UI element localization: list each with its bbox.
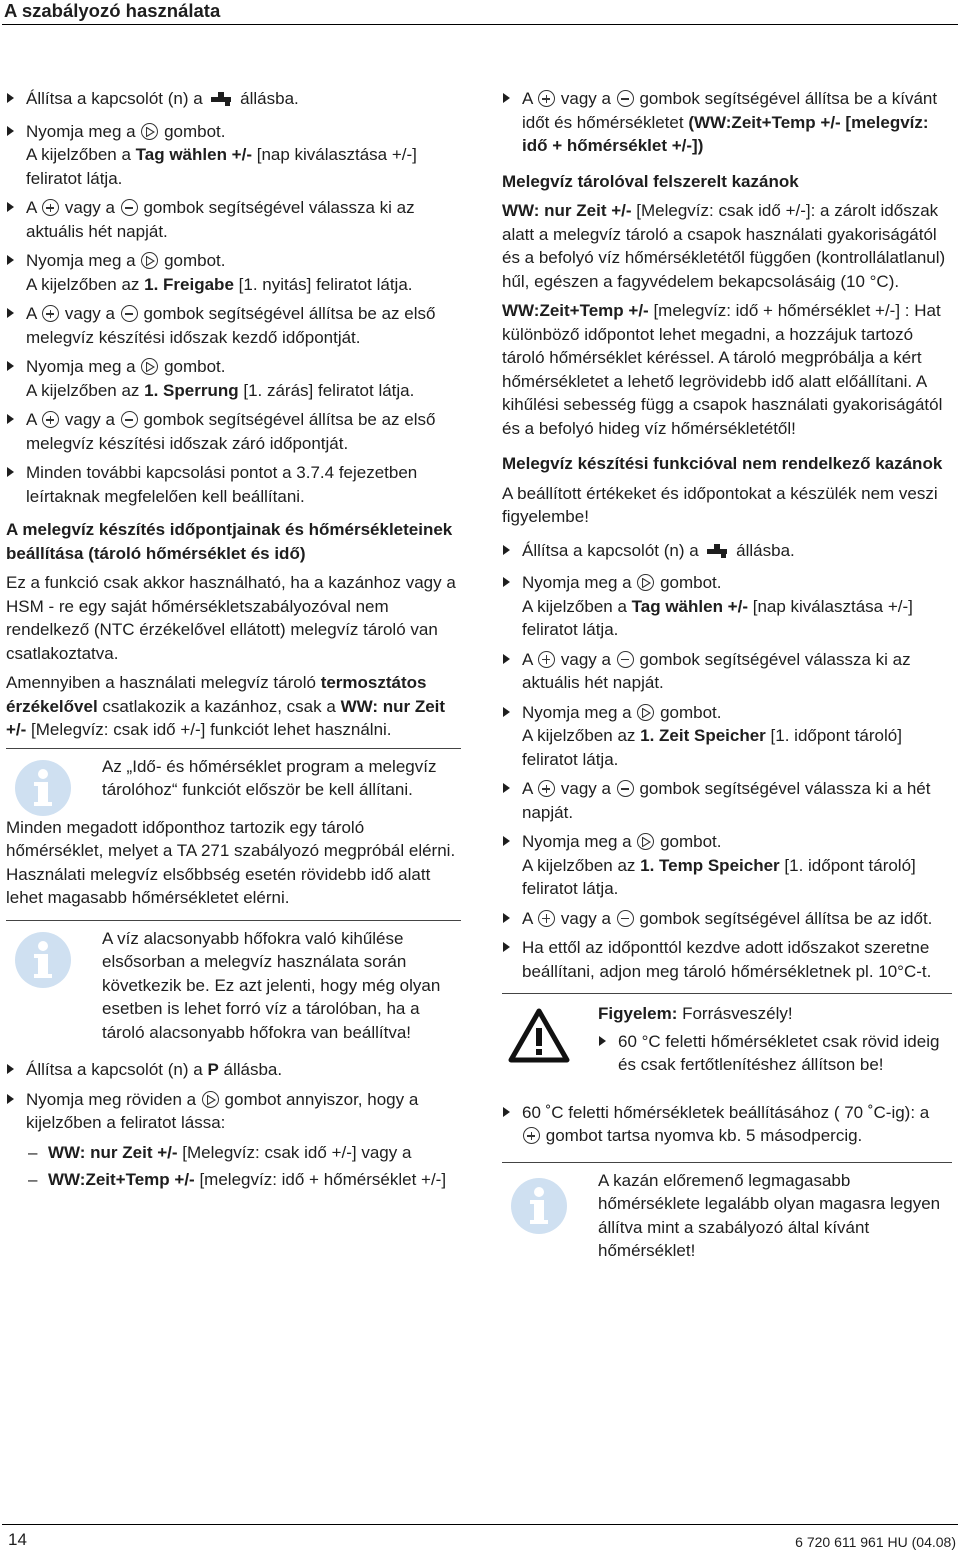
- bullet-triangle-icon: [503, 942, 510, 952]
- minus-button-icon: [617, 90, 634, 107]
- bullet-triangle-icon: [599, 1036, 606, 1046]
- plus-button-icon: [523, 1127, 540, 1144]
- list-item: Nyomja meg a gombot. A kijelzőben a Tag wählen +/- [nap kiválasztása +/-] feliratot látja.: [502, 571, 952, 642]
- info-note: Az „Idő- és hőmérséklet program a melegvíz tárolóhoz“ funkciót először be kell állítani.: [6, 748, 461, 808]
- play-button-icon: [637, 833, 654, 850]
- list-item: A vagy a gombok segítségével válassza ki az aktuális hét napját.: [6, 196, 461, 243]
- info-note: A víz alacsonyabb hőfokra való kihűlése elsősorban a melegvíz használata során következik be. Ez azt jelenti, hogy még olyan esetben is lehet forró víz a tárolóban, ha a tároló alacsonyabb hőfokra van beállítva!: [6, 920, 461, 1051]
- play-button-icon: [202, 1091, 219, 1108]
- paragraph: WW: nur Zeit +/- [Melegvíz: csak idő +/-]: a zárolt időszak alatt a melegvíz tároló a csapok használati gyakoriságától és a befolyó víz hőmérsékletétől függően (kontrollálatlanul) hűl, egészen a fagyvédelem bekapcsolásáig (10 °C).: [502, 201, 946, 291]
- list-item: A vagy a gombok segítségével válassza ki az aktuális hét napját.: [502, 648, 952, 695]
- right-column: [502, 87, 952, 1277]
- minus-button-icon: [121, 199, 138, 216]
- bullet-triangle-icon: [503, 93, 510, 103]
- bullet-triangle-icon: [7, 255, 14, 265]
- bullet-triangle-icon: [7, 467, 14, 477]
- left-column: [6, 87, 461, 1196]
- play-button-icon: [637, 574, 654, 591]
- paragraph: WW:Zeit+Temp +/- [melegvíz: idő + hőmérséklet +/-] : Hat különböző időpontot lehet megadni, a hozzájuk tartozó tároló hőmérséklet kéréssel. A tároló megpróbálja a kért hőmérsékletet a lehető legrövidebb idő alatt előállítani. A kihűlési sebesség függ a csapok használati gyakoriságától és a befolyó hideg víz hőmérsékletétől!: [502, 301, 943, 438]
- list-item: 60 ˚C feletti hőmérsékletek beállításához ( 70 ˚C-ig): a gombot tartsa nyomva kb. 5 másodpercig.: [502, 1101, 952, 1148]
- bullet-triangle-icon: [7, 414, 14, 424]
- section-heading: Melegvíz készítési funkcióval nem rendelkező kazánok: [502, 454, 943, 473]
- list-item: Állítsa a kapcsolót (n) a P állásba.: [6, 1058, 461, 1082]
- footer-rule: [2, 1524, 958, 1525]
- faucet-icon: [705, 542, 729, 566]
- info-icon: [14, 931, 72, 989]
- warning-icon: [508, 1008, 570, 1064]
- list-item: A vagy a gombok segítségével állítsa be a kívánt időt és hőmérsékletet (WW:Zeit+Temp +/- [melegvíz: idő + hőmérséklet +/-]): [502, 87, 952, 158]
- list-item: Nyomja meg röviden a gombot annyiszor, hogy a kijelzőben a feliratot lássa:: [6, 1088, 461, 1135]
- plus-button-icon: [42, 411, 59, 428]
- bullet-triangle-icon: [503, 783, 510, 793]
- info-note: A kazán előremenő legmagasabb hőmérséklete legalább olyan magasra legyen állítva mint a szabályozó által kívánt hőmérséklet!: [502, 1162, 952, 1269]
- plus-button-icon: [42, 199, 59, 216]
- section-heading: A melegvíz készítés időpontjainak és hőmérsékleteinek beállítása (tároló hőmérséklet és idő): [6, 520, 453, 563]
- warning-box: [502, 993, 952, 1089]
- header-rule: [2, 24, 958, 25]
- minus-button-icon: [617, 651, 634, 668]
- list-item: A vagy a gombok segítségével állítsa be az első melegvíz készítési időszak záró időpontját.: [6, 408, 461, 455]
- faucet-icon: [209, 90, 233, 114]
- list-item: Állítsa a kapcsolót (n) a állásba.: [502, 539, 952, 566]
- paragraph: Ez a funkció csak akkor használható, ha a kazánhoz vagy a HSM - re egy saját hőmérsékletszabályozóval nem rendelkező (NTC érzékelővel ellátott) melegvíz tároló van csatlakoztatva.: [6, 573, 456, 663]
- paragraph: Amennyiben a használati melegvíz tároló termosztátos érzékelővel csatlakozik a kazánhoz, csak a WW: nur Zeit +/- [Melegvíz: csak idő +/-] funkciót lehet használni.: [6, 673, 446, 739]
- bullet-triangle-icon: [503, 913, 510, 923]
- minus-button-icon: [617, 780, 634, 797]
- bullet-triangle-icon: [503, 545, 510, 555]
- bullet-triangle-icon: [503, 577, 510, 587]
- bullet-triangle-icon: [503, 654, 510, 664]
- list-item: Állítsa a kapcsolót (n) a állásba.: [6, 87, 461, 114]
- play-button-icon: [141, 123, 158, 140]
- section-heading: Melegvíz tárolóval felszerelt kazánok: [502, 171, 799, 191]
- list-item: Nyomja meg a gombot. A kijelzőben az 1. Freigabe [1. nyitás] feliratot látja.: [6, 249, 461, 296]
- list-item: A vagy a gombok segítségével válassza ki a hét napját.: [502, 777, 952, 824]
- bullet-triangle-icon: [7, 1094, 14, 1104]
- bullet-triangle-icon: [7, 126, 14, 136]
- list-item: A vagy a gombok segítségével állítsa be az első melegvíz készítési időszak kezdő időpontját.: [6, 302, 461, 349]
- bullet-triangle-icon: [7, 93, 14, 103]
- list-item: Nyomja meg a gombot. A kijelzőben a Tag wählen +/- [nap kiválasztása +/-] feliratot látja.: [6, 120, 461, 191]
- play-button-icon: [637, 704, 654, 721]
- plus-button-icon: [538, 651, 555, 668]
- list-item: Nyomja meg a gombot. A kijelzőben az 1. Temp Speicher [1. időpont tároló] feliratot látja.: [502, 830, 952, 901]
- bullet-triangle-icon: [7, 361, 14, 371]
- play-button-icon: [141, 252, 158, 269]
- minus-button-icon: [617, 910, 634, 927]
- bullet-triangle-icon: [503, 1107, 510, 1117]
- list-item: Nyomja meg a gombot. A kijelzőben az 1. Sperrung [1. zárás] feliratot látja.: [6, 355, 461, 402]
- list-item: A vagy a gombok segítségével állítsa be az időt.: [502, 907, 952, 931]
- plus-button-icon: [538, 90, 555, 107]
- paragraph: Minden megadott időponthoz tartozik egy tároló hőmérséklet, melyet a TA 271 szabályozó megpróbál elérni. Használati melegvíz elsőbbség esetén rövidebb idő alatt lehet magasabb hőmérsékletet elérni.: [6, 817, 456, 907]
- plus-button-icon: [538, 780, 555, 797]
- plus-button-icon: [42, 305, 59, 322]
- minus-button-icon: [121, 305, 138, 322]
- play-button-icon: [141, 358, 158, 375]
- page-header-title: A szabályozó használata: [4, 0, 221, 21]
- dash-item: – WW:Zeit+Temp +/- [melegvíz: idő + hőmérséklet +/-]: [28, 1170, 447, 1189]
- warning-title: Figyelem: Forrásveszély!: [598, 1004, 793, 1023]
- list-item: Nyomja meg a gombot. A kijelzőben az 1. Zeit Speicher [1. időpont tároló] feliratot látja.: [502, 701, 952, 772]
- minus-button-icon: [121, 411, 138, 428]
- bullet-triangle-icon: [503, 836, 510, 846]
- info-icon: [510, 1177, 568, 1235]
- bullet-triangle-icon: [7, 308, 14, 318]
- document-number: 6 720 611 961 HU (04.08): [795, 1534, 956, 1550]
- paragraph: A beállított értékeket és időpontokat a készülék nem veszi figyelembe!: [502, 483, 938, 526]
- list-item: Ha ettől az időponttól kezdve adott időszakot szeretne beállítani, adjon meg tároló hőmérsékletnek pl. 10°C-t.: [502, 936, 952, 983]
- list-item: 60 °C feletti hőmérsékletet csak rövid ideig és csak fertőtlenítéshez állítson be!: [598, 1030, 952, 1077]
- page-number: 14: [8, 1530, 27, 1549]
- plus-button-icon: [538, 910, 555, 927]
- bullet-triangle-icon: [503, 707, 510, 717]
- info-icon: [14, 759, 72, 817]
- list-item: Minden további kapcsolási pontot a 3.7.4 fejezetben leírtaknak megfelelően kell beállítani.: [6, 461, 461, 508]
- dash-item: – WW: nur Zeit +/- [Melegvíz: csak idő +/-] vagy a: [28, 1142, 412, 1162]
- bullet-triangle-icon: [7, 202, 14, 212]
- bullet-triangle-icon: [7, 1064, 14, 1074]
